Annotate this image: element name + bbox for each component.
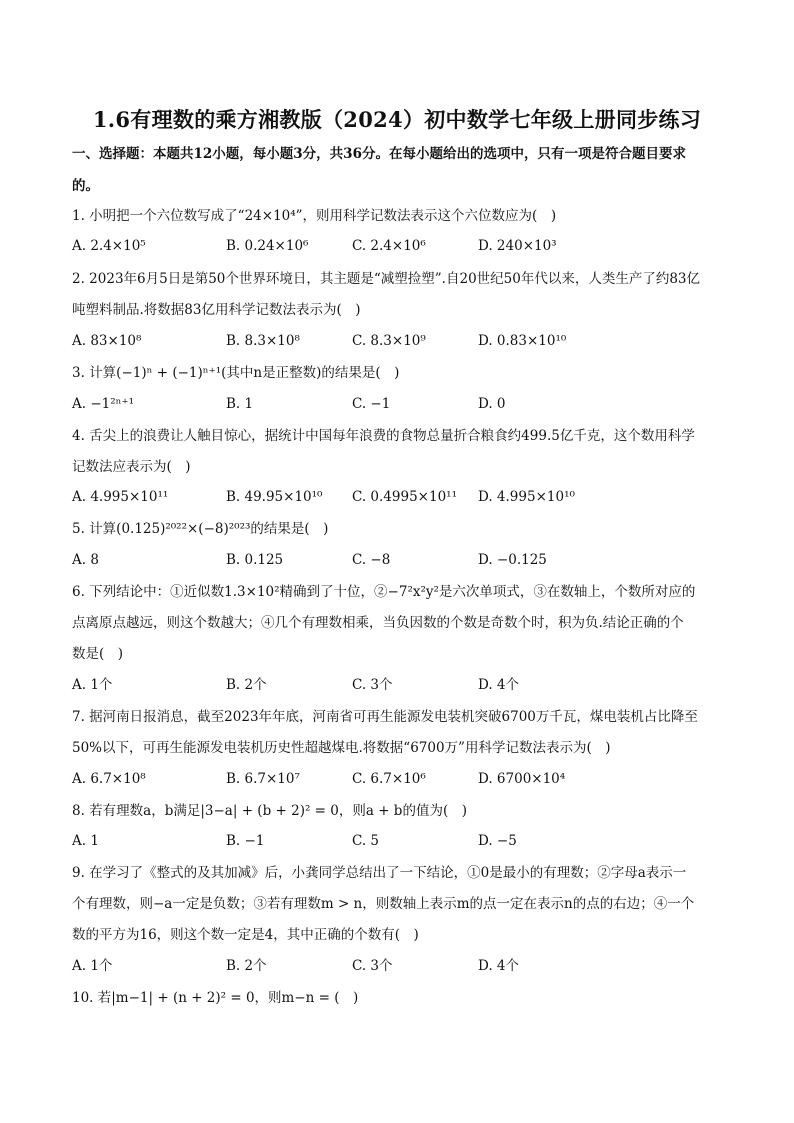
question-8-option-c: C. 5 — [352, 833, 380, 849]
question-6-option-c: C. 3个 — [352, 677, 393, 693]
question-2-option-b: B. 8.3×10⁸ — [226, 333, 300, 349]
question-8-option-a: A. 1 — [72, 833, 99, 849]
question-9-option-a: A. 1个 — [72, 958, 113, 974]
question-9-option-c: C. 3个 — [352, 958, 393, 974]
question-8-option-b: B. −1 — [226, 833, 265, 849]
question-2-text-line-2: 吨塑料制品.将数据83亿用科学记数法表示为( ) — [72, 302, 361, 318]
question-7-option-d: D. 6700×10⁴ — [478, 771, 566, 787]
question-8-option-d: D. −5 — [478, 833, 517, 849]
question-9-text-line-2: 个有理数，则−a一定是负数；③若有理数m > n，则数轴上表示m的点一定在表示n的点的右边；④一个 — [72, 896, 695, 912]
page-title: 1.6有理数的乘方湘教版（2024）初中数学七年级上册同步练习 — [92, 107, 702, 132]
question-4-option-c: C. 0.4995×10¹¹ — [352, 489, 457, 505]
question-9-option-d: D. 4个 — [478, 958, 520, 974]
question-7-option-c: C. 6.7×10⁶ — [352, 771, 426, 787]
question-9-text-line-1: 9. 在学习了《整式的及其加减》后，小龚同学总结出了一下结论，①0是最小的有理数；②字母a表示一 — [72, 865, 687, 881]
question-7-option-a: A. 6.7×10⁸ — [72, 771, 146, 787]
question-1-option-a: A. 2.4×10⁵ — [72, 238, 146, 254]
question-4-text-line-2: 记数法应表示为( ) — [72, 459, 191, 475]
question-2-text-line-1: 2. 2023年6月5日是第50个世界环境日，其主题是“减塑捡塑”.自20世纪50年代以来，人类生产了约83亿 — [72, 271, 701, 287]
question-5-text: 5. 计算(0.125)²⁰²²×(−8)²⁰²³的结果是( ) — [72, 521, 329, 537]
question-6-text-line-3: 数是( ) — [72, 646, 124, 662]
question-5-option-a: A. 8 — [72, 552, 99, 568]
question-8-text: 8. 若有理数a，b满足|3−a| + (b + 2)² = 0，则a + b的值为( ) — [72, 803, 467, 819]
question-6-text-line-1: 6. 下列结论中：①近似数1.3×10²精确到了十位，②−7²x²y²是六次单项式，③在数轴上，个数所对应的 — [72, 584, 696, 600]
question-3-option-b: B. 1 — [226, 396, 254, 412]
question-6-option-d: D. 4个 — [478, 677, 520, 693]
question-10-text: 10. 若|m−1| + (n + 2)² = 0，则m−n = ( ) — [72, 990, 359, 1006]
section-heading-line-2: 的。 — [72, 178, 99, 194]
question-6-text-line-2: 点离原点越远，则这个数越大；④几个有理数相乘，当负因数的个数是奇数个时，积为负.结论正确的个 — [72, 615, 684, 631]
question-3-option-a: A. −1²ⁿ⁺¹ — [72, 396, 135, 412]
question-6-option-a: A. 1个 — [72, 677, 113, 693]
question-4-text-line-1: 4. 舌尖上的浪费让人触目惊心，据统计中国每年浪费的食物总量折合粮食约499.5亿千克，这个数用科学 — [72, 428, 695, 444]
question-1-text: 1. 小明把一个六位数写成了“24×10⁴”，则用科学记数法表示这个六位数应为( ) — [72, 208, 557, 224]
question-2-option-d: D. 0.83×10¹⁰ — [478, 333, 567, 349]
section-heading-line-1: 一、选择题：本题共12小题，每小题3分，共36分。在每小题给出的选项中，只有一项是符合题目要求 — [72, 146, 686, 162]
question-9-text-line-3: 数的平方为16，则这个数一定是4，其中正确的个数有( ) — [72, 927, 419, 943]
question-2-option-a: A. 83×10⁸ — [72, 333, 142, 349]
question-3-option-c: C. −1 — [352, 396, 391, 412]
question-5-option-b: B. 0.125 — [226, 552, 284, 568]
question-7-text-line-2: 50%以下，可再生能源发电装机历史性超越煤电.将数据“6700万”用科学记数法表示为( ) — [72, 740, 611, 756]
question-2-option-c: C. 8.3×10⁹ — [352, 333, 426, 349]
question-7-text-line-1: 7. 据河南日报消息，截至2023年年底，河南省可再生能源发电装机突破6700万千瓦，煤电装机占比降至 — [72, 709, 698, 725]
question-1-option-b: B. 0.24×10⁶ — [226, 238, 309, 254]
question-5-option-c: C. −8 — [352, 552, 391, 568]
question-9-option-b: B. 2个 — [226, 958, 267, 974]
question-3-text: 3. 计算(−1)ⁿ + (−1)ⁿ⁺¹(其中n是正整数)的结果是( ) — [72, 365, 400, 381]
question-1-option-c: C. 2.4×10⁶ — [352, 238, 426, 254]
question-4-option-b: B. 49.95×10¹⁰ — [226, 489, 323, 505]
question-4-option-a: A. 4.995×10¹¹ — [72, 489, 169, 505]
question-7-option-b: B. 6.7×10⁷ — [226, 771, 300, 787]
question-4-option-d: D. 4.995×10¹⁰ — [478, 489, 575, 505]
question-3-option-d: D. 0 — [478, 396, 506, 412]
question-5-option-d: D. −0.125 — [478, 552, 547, 568]
question-6-option-b: B. 2个 — [226, 677, 267, 693]
question-1-option-d: D. 240×10³ — [478, 238, 557, 254]
